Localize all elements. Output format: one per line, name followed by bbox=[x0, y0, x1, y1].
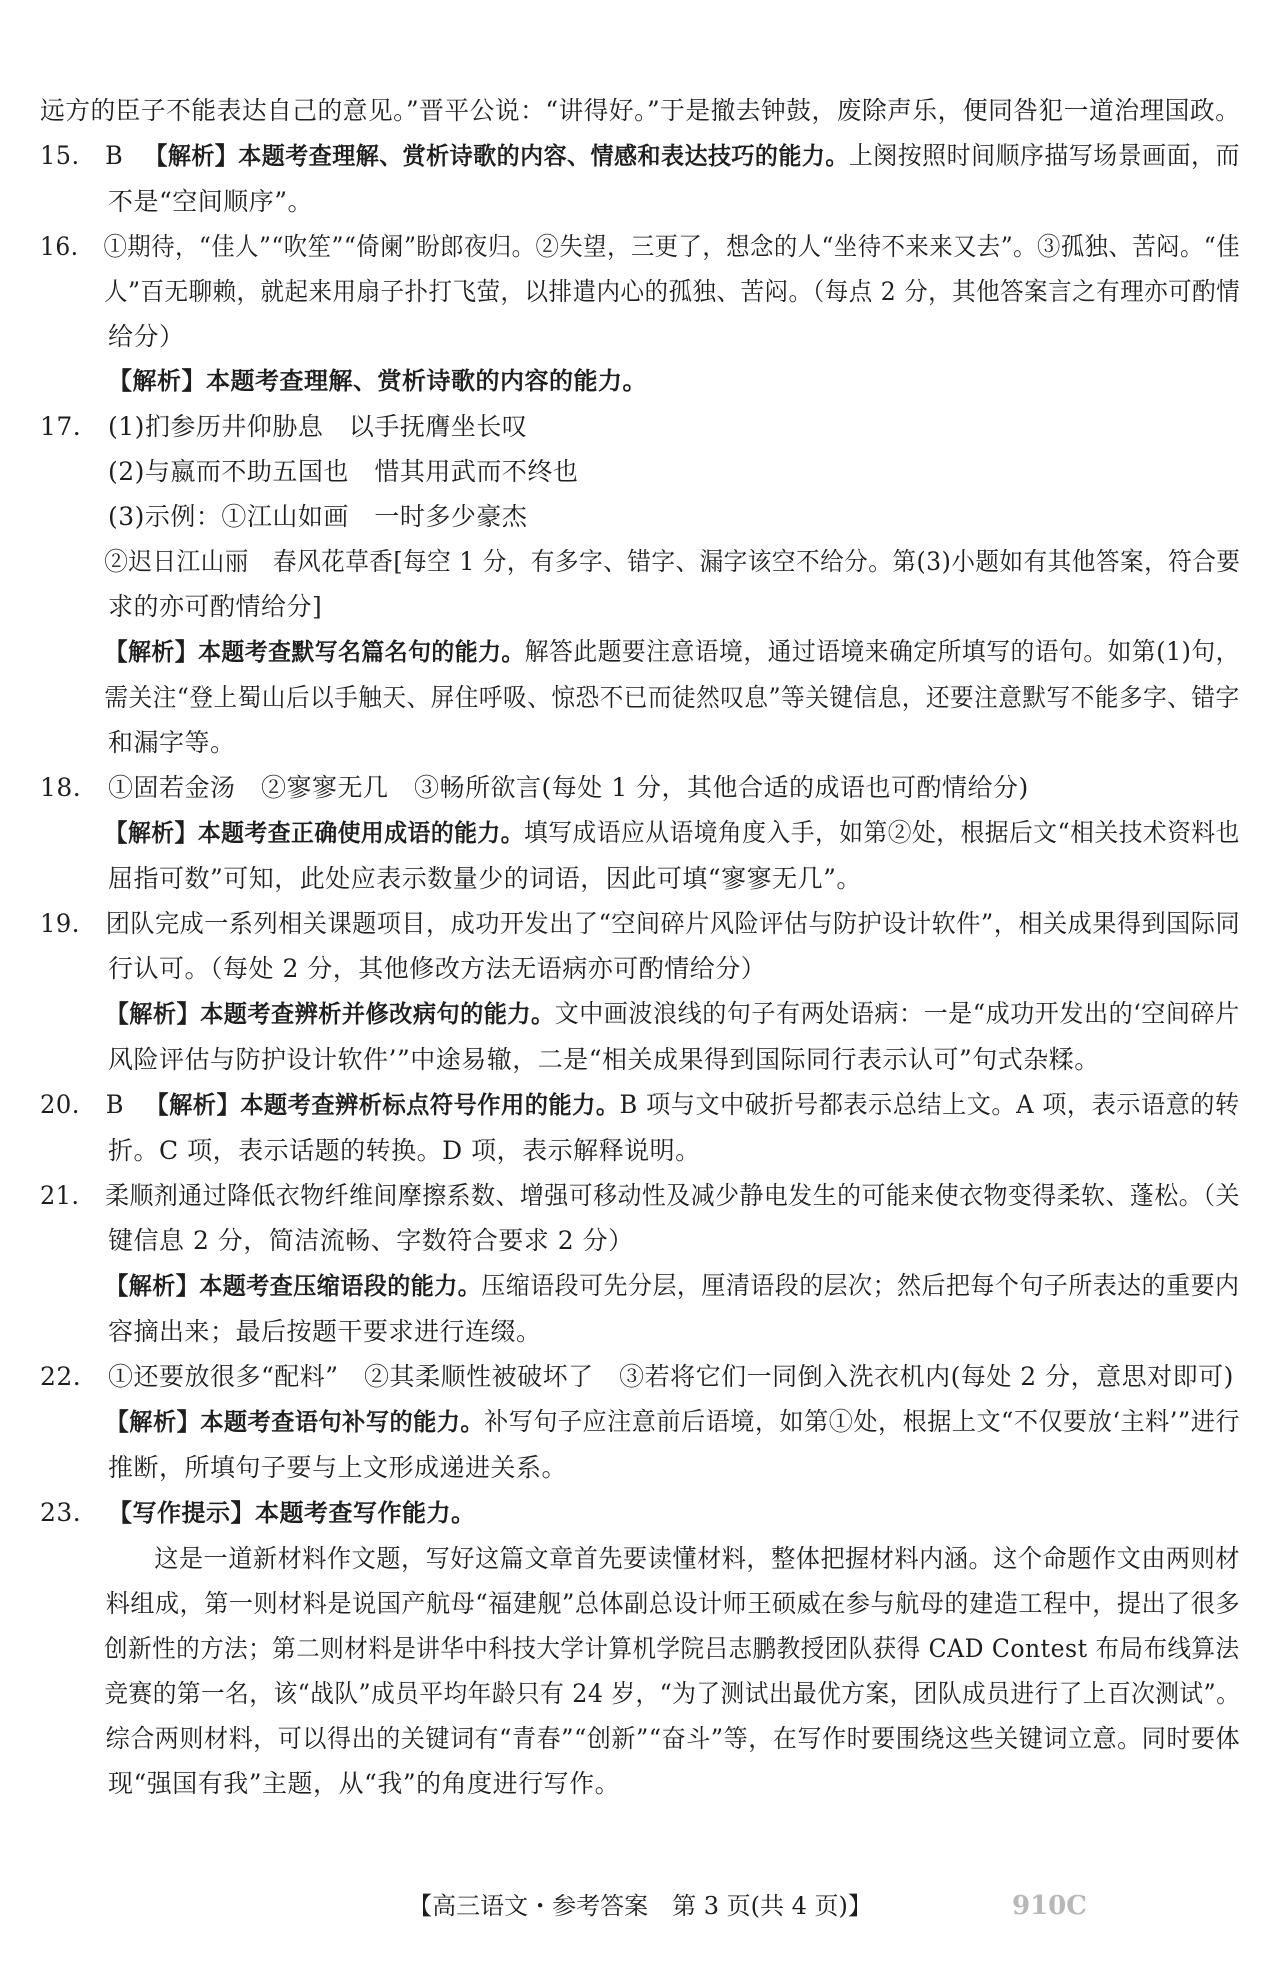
text-line: 竞赛的第一名，该“战队”成员平均年龄只有 24 岁，“为了测试出最优方案，团队成员进行了上百次测试”。 bbox=[104, 1679, 1241, 1708]
analysis-label: 【解析】本题考查正确使用成语的能力。 bbox=[104, 819, 525, 847]
answer-text: 团队完成一系列相关课题项目，成功开发出了“空间碎片风险评估与防护设计软件”，相关成果得到国际同 bbox=[105, 909, 1241, 938]
text-line: 推断，所填句子要与上文形成递进关系。 bbox=[108, 1453, 568, 1482]
analysis-label: 【解析】本题考查辨析并修改病句的能力。 bbox=[105, 1000, 555, 1028]
question-15 bbox=[40, 133, 1240, 179]
question-22 bbox=[40, 1354, 1240, 1399]
text-line: 这是一道新材料作文题，写好这篇文章首先要读懂材料，整体把握材料内涵。这个命题作文由两则材 bbox=[154, 1544, 1240, 1573]
analysis-text: 填写成语应从语境角度入手，如第②处，根据后文“相关技术资料也 bbox=[524, 818, 1240, 847]
answer-text: (1)扪参历井仰胁息 以手抚膺坐长叹 bbox=[108, 412, 528, 441]
question-19 bbox=[40, 901, 1241, 946]
text-line: (3)示例：①江山如画 一时多少豪杰 bbox=[108, 502, 528, 531]
question-number: 18. bbox=[40, 773, 82, 802]
answer-text: ①固若金汤 ②寥寥无几 ③畅所欲言(每处 1 分，其他合适的成语也可酌情给分) bbox=[108, 773, 1029, 802]
text-line: 综合两则材料，可以得出的关键词有“青春”“创新”“奋斗”等，在写作时要围绕这些关键词立意。同时要体 bbox=[105, 1724, 1241, 1753]
text-line: 屈指可数”可知，此处应表示数量少的词语，因此可填“寥寥无几”。 bbox=[108, 864, 862, 893]
question-number: 22. bbox=[40, 1362, 82, 1391]
text-line: 不是“空间顺序”。 bbox=[108, 187, 314, 216]
question-18 bbox=[40, 765, 1240, 810]
text-line: 料组成，第一则材料是说国产航母“福建舰”总体副总设计师王硕威在参与航母的建造工程中，提出了很多 bbox=[105, 1589, 1241, 1618]
answer-text: 柔顺剂通过降低衣物纤维间摩擦系数、增强可移动性及减少静电发生的可能来使衣物变得柔软、蓬松。（关 bbox=[105, 1181, 1240, 1210]
answer-choice: B bbox=[105, 141, 124, 170]
analysis-line bbox=[40, 991, 1240, 1037]
question-number: 16. bbox=[40, 232, 79, 261]
analysis-text: 文中画波浪线的句子有两处语病：一是“成功开发出的‘空间碎片 bbox=[554, 999, 1240, 1028]
text-line: 需关注“登上蜀山后以手触天、屏住呼吸、惊恐不已而徒然叹息”等关键信息，还要注意默写不能多字、错字 bbox=[104, 683, 1240, 712]
question-number: 15. bbox=[40, 141, 80, 170]
text-line: ②迟日江山丽 春风花草香[每空 1 分，有多字、错字、漏字该空不给分。第(3)小题如有其他答案，符合要 bbox=[104, 547, 1241, 576]
text-line: 求的亦可酌情给分] bbox=[108, 592, 323, 621]
page-footer bbox=[0, 1888, 1280, 1924]
text-line: 给分） bbox=[108, 322, 185, 351]
text-line: 键信息 2 分，简洁流畅、字数符合要求 2 分） bbox=[108, 1226, 634, 1255]
question-16 bbox=[40, 224, 1241, 269]
question-20 bbox=[40, 1082, 1240, 1128]
question-number: 17. bbox=[40, 412, 82, 441]
question-number: 20. bbox=[40, 1090, 80, 1119]
analysis-text: 上阕按照时间顺序描写场景画面，而 bbox=[848, 141, 1240, 170]
analysis-label: 【解析】本题考查压缩语段的能力。 bbox=[105, 1272, 482, 1300]
analysis-line bbox=[40, 629, 1240, 675]
question-21 bbox=[40, 1173, 1240, 1218]
text-line: 现“强国有我”主题，从“我”的角度进行写作。 bbox=[108, 1769, 621, 1798]
analysis-text: 压缩语段可先分层，厘清语段的层次；然后把每个句子所表达的重要内 bbox=[481, 1271, 1240, 1300]
analysis-line bbox=[40, 1263, 1240, 1309]
answer-text: ①期待，“佳人”“吹笙”“倚阑”盼郎夜归。②失望，三更了，想念的人“坐待不来来又去”。③孤独、苦闷。“佳 bbox=[103, 232, 1241, 261]
text-line: 创新性的方法；第二则材料是讲华中科技大学计算机学院吕志鹏教授团队获得 CAD Contest 布局布线算法 bbox=[104, 1634, 1240, 1663]
question-number: 19. bbox=[40, 909, 80, 938]
answer-text: ①还要放很多“配料” ②其柔顺性被破坏了 ③若将它们一同倒入洗衣机内(每处 2 分，意思对即可) bbox=[108, 1362, 1234, 1391]
text-line: 容摘出来；最后按题干要求进行连缀。 bbox=[108, 1317, 542, 1346]
analysis-label: 【解析】本题考查理解、赏析诗歌的内容、情感和表达技巧的能力。 bbox=[144, 142, 849, 170]
analysis-label: 【解析】本题考查语句补写的能力。 bbox=[105, 1408, 485, 1436]
answer-choice: B bbox=[105, 1090, 125, 1119]
text-line: (2)与嬴而不助五国也 惜其用武而不终也 bbox=[108, 457, 579, 486]
analysis-line bbox=[40, 810, 1240, 856]
text-line: 人”百无聊赖，就起来用扇子扑打飞萤，以排遣内心的孤独、苦闷。（每点 2 分，其他答案言之有理亦可酌情 bbox=[104, 277, 1241, 306]
analysis-line bbox=[40, 1399, 1240, 1445]
analysis-text: 解答此题要注意语境，通过语境来确定所填写的语句。如第(1)句， bbox=[524, 637, 1240, 666]
text-line: 远方的臣子不能表达自己的意见。”晋平公说：“讲得好。”于是撤去钟鼓，废除声乐，便同咎犯一道治理国政。 bbox=[40, 96, 1241, 125]
text-line: 折。C 项，表示话题的转换。D 项，表示解释说明。 bbox=[108, 1136, 701, 1165]
analysis-label: 【解析】本题考查默写名篇名句的能力。 bbox=[104, 638, 525, 666]
analysis-label: 【解析】本题考查理解、赏析诗歌的内容的能力。 bbox=[108, 367, 647, 395]
analysis-text: 补写句子应注意前后语境，如第①处，根据上文“不仅要放‘主料’”进行 bbox=[484, 1407, 1240, 1436]
question-23 bbox=[40, 1490, 1240, 1536]
paper-code: 910C bbox=[1012, 1891, 1087, 1921]
text-line: 和漏字等。 bbox=[108, 728, 236, 757]
text-line: 行认可。（每处 2 分，其他修改方法无语病亦可酌情给分） bbox=[108, 954, 767, 983]
footer-label: 【高三语文・参考答案 第 3 页(共 4 页)】 bbox=[408, 1892, 872, 1920]
question-number: 21. bbox=[40, 1181, 80, 1210]
writing-tip-label: 【写作提示】本题考查写作能力。 bbox=[108, 1499, 476, 1527]
text-line: 风险评估与防护设计软件’”中途易辙，二是“相关成果得到国际同行表示认可”句式杂糅。 bbox=[108, 1045, 1100, 1074]
question-number: 23. bbox=[40, 1498, 82, 1527]
analysis-label: 【解析】本题考查辨析标点符号作用的能力。 bbox=[145, 1091, 620, 1119]
question-17 bbox=[40, 404, 1240, 449]
analysis-text: B 项与文中破折号都表示总结上文。A 项，表示语意的转 bbox=[619, 1090, 1240, 1119]
